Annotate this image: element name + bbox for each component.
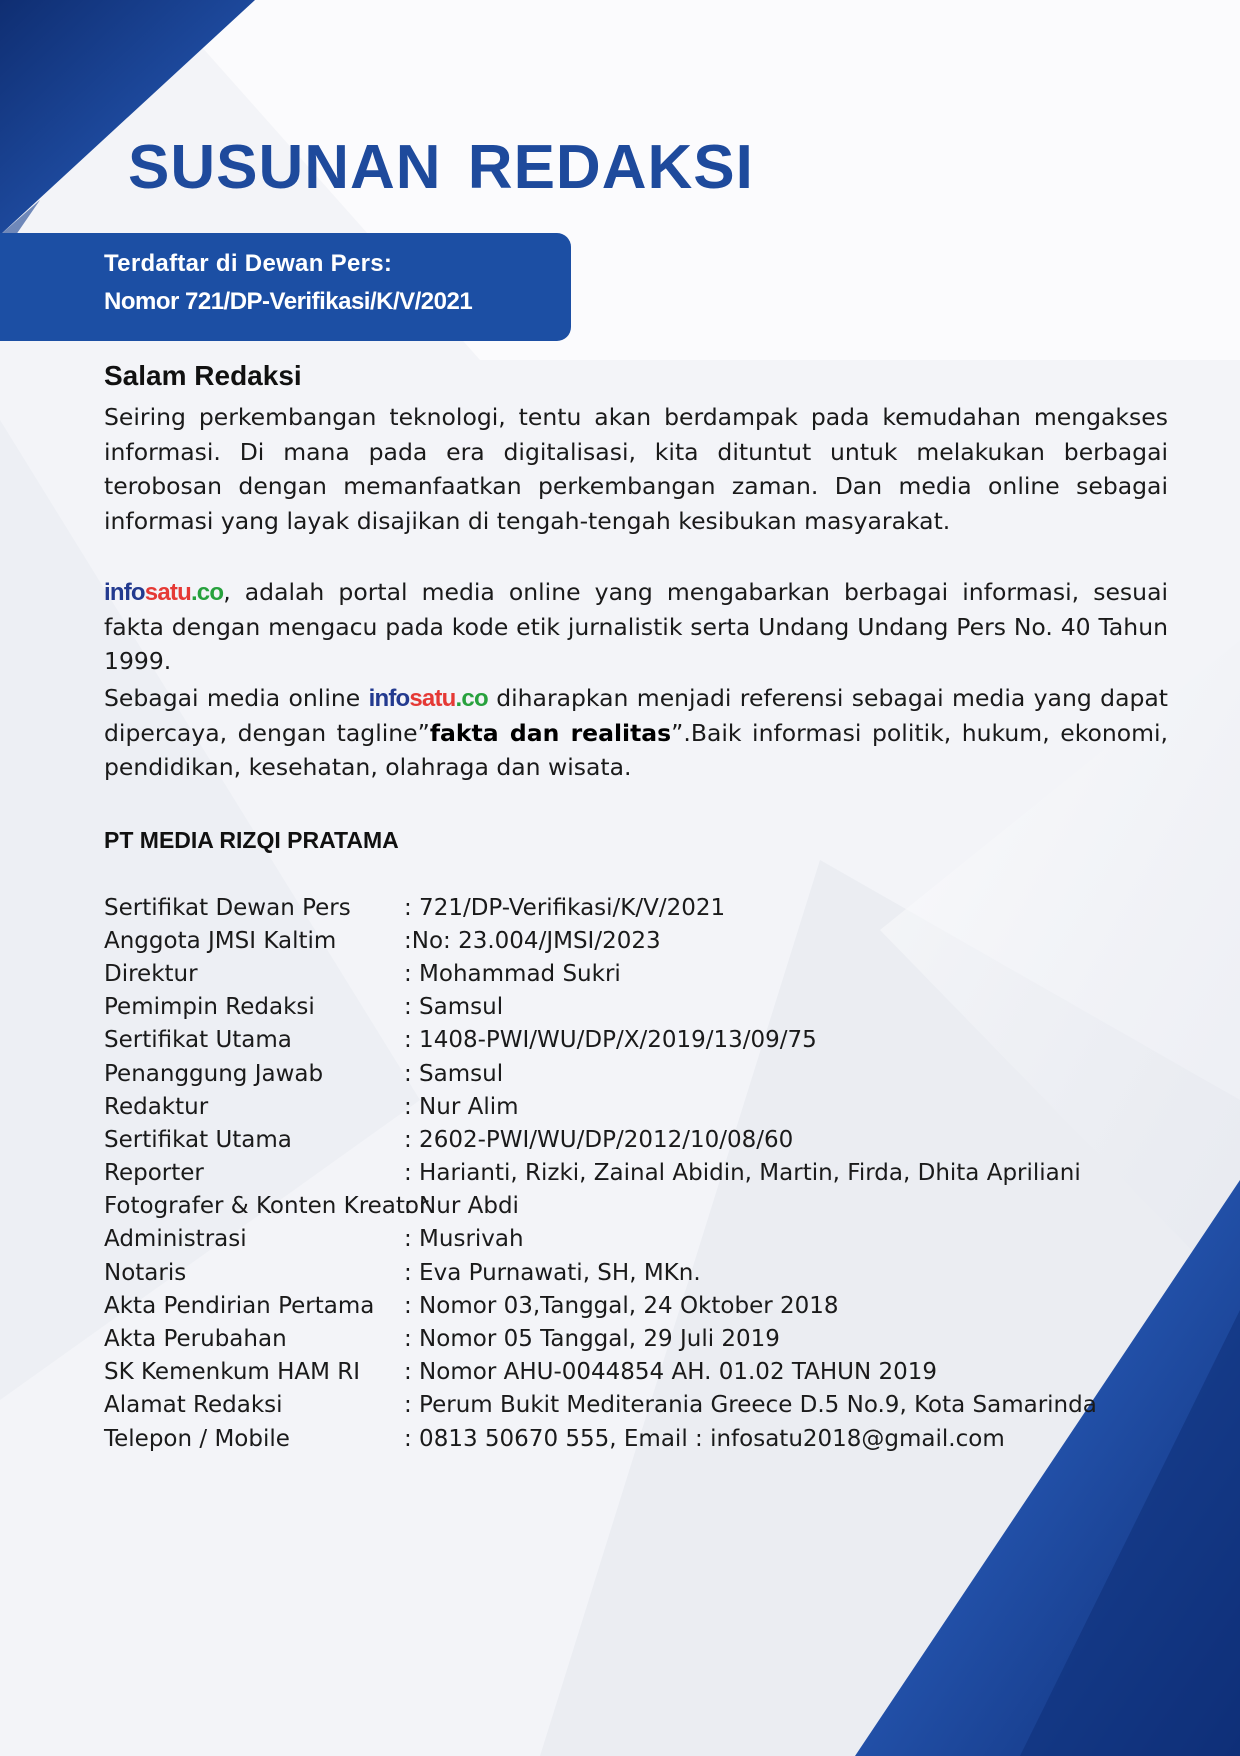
info-value: : Mohammad Sukri: [404, 960, 621, 987]
info-row: [104, 957, 1164, 990]
info-label: Administrasi: [104, 1226, 247, 1253]
info-value: : Eva Purnawati, SH, MKn.: [404, 1259, 701, 1286]
info-label: Direktur: [104, 960, 198, 987]
registration-label: Terdaftar di Dewan Pers:: [104, 250, 393, 277]
info-row: [104, 1356, 1164, 1389]
info-label: Fotografer & Konten Kreator: [104, 1193, 429, 1220]
info-row: [104, 1024, 1164, 1057]
info-row: [104, 1123, 1164, 1156]
info-label: SK Kemenkum HAM RI: [104, 1359, 361, 1386]
company-name: PT MEDIA RIZQI PRATAMA: [104, 827, 399, 853]
info-value: : Nomor 03,Tanggal, 24 Oktober 2018: [404, 1292, 839, 1319]
info-label: Pemimpin Redaksi: [104, 994, 315, 1021]
infosatu-logo: infosatu.co: [104, 579, 224, 606]
info-value: :No: 23.004/JMSI/2023: [404, 927, 661, 954]
info-label: Reporter: [104, 1160, 204, 1187]
info-row: [104, 1289, 1164, 1322]
info-value: : 0813 50670 555, Email : infosatu2018@gmail.com: [404, 1425, 1005, 1452]
intro-paragraph-2-text: , adalah portal media online yang mengabarkan berbagai informasi, sesuai fakta dengan mengacu pada kode etik jurnalistik serta Undang Undang Pers No. 40 Tahun 1999.: [104, 578, 1168, 675]
info-row: [104, 1322, 1164, 1355]
info-value: : Nomor AHU-0044854 AH. 01.02 TAHUN 2019: [404, 1359, 938, 1386]
intro-heading: Salam Redaksi: [104, 360, 302, 391]
info-label: Anggota JMSI Kaltim: [104, 927, 337, 954]
intro-paragraph-3-middle: diharapkan menjadi referensi sebagai media yang dapat dipercaya, dengan tagline”: [104, 684, 1168, 747]
info-row: [104, 1389, 1164, 1422]
info-label: Akta Pendirian Pertama: [104, 1292, 375, 1319]
info-label: Penanggung Jawab: [104, 1060, 324, 1087]
info-label: Telepon / Mobile: [104, 1425, 290, 1452]
info-label: Notaris: [104, 1259, 187, 1286]
info-label: Sertifikat Utama: [104, 1126, 292, 1153]
info-row: [104, 891, 1164, 924]
info-row: [104, 1190, 1164, 1223]
info-value: : Musrivah: [404, 1226, 524, 1253]
registration-banner: [0, 233, 571, 341]
info-row: [104, 991, 1164, 1024]
info-row: [104, 1157, 1164, 1190]
info-label: Akta Perubahan: [104, 1326, 287, 1353]
intro-paragraph-3: [104, 681, 1168, 785]
info-row: [104, 1223, 1164, 1256]
info-value: : Nur Alim: [404, 1093, 519, 1120]
info-value: : 2602-PWI/WU/DP/2012/10/08/60: [404, 1126, 794, 1153]
info-row: [104, 1422, 1164, 1455]
info-value: : Nur Abdi: [404, 1193, 519, 1220]
info-value: : Nomor 05 Tanggal, 29 Juli 2019: [404, 1326, 780, 1353]
info-row: [104, 1090, 1164, 1123]
infosatu-logo: infosatu.co: [368, 685, 488, 712]
intro-paragraph-3-start: Sebagai media online: [104, 684, 369, 712]
registration-number: Nomor 721/DP-Verifikasi/K/V/2021: [104, 288, 473, 315]
intro-paragraph-1: Seiring perkembangan teknologi, tentu akan berdampak pada kemudahan mengakses informasi. Di mana pada era digitalisasi, kita dituntut untuk melakukan berbagai terobosan dengan memanfaatkan perkembangan zaman. Dan media online sebagai informasi yang layak disajikan di tengah-tengah kesibukan masyarakat.: [104, 403, 1168, 535]
page-title: SUSUNAN REDAKSI: [128, 133, 754, 202]
info-row: [104, 924, 1164, 957]
tagline: fakta dan realitas: [429, 718, 672, 747]
info-label: Sertifikat Dewan Pers: [104, 894, 351, 921]
editorial-info-list: [104, 891, 1164, 1455]
intro-paragraph-3-end: ”.Baik informasi politik, hukum, ekonomi, pendidikan, kesehatan, olahraga dan wisata.: [104, 718, 1169, 781]
info-value: : 1408-PWI/WU/DP/X/2019/13/09/75: [404, 1027, 817, 1054]
info-value: : 721/DP-Verifikasi/K/V/2021: [404, 894, 726, 921]
info-label: Redaktur: [104, 1093, 209, 1120]
info-value: : Perum Bukit Mediterania Greece D.5 No.9, Kota Samarinda: [404, 1392, 1097, 1419]
intro-paragraph-2: [104, 575, 1168, 679]
info-value: : Samsul: [404, 994, 504, 1021]
info-label: Alamat Redaksi: [104, 1392, 283, 1419]
info-row: [104, 1057, 1164, 1090]
info-label: Sertifikat Utama: [104, 1027, 292, 1054]
info-value: : Samsul: [404, 1060, 504, 1087]
info-value: : Harianti, Rizki, Zainal Abidin, Martin, Firda, Dhita Apriliani: [404, 1160, 1081, 1187]
info-row: [104, 1256, 1164, 1289]
